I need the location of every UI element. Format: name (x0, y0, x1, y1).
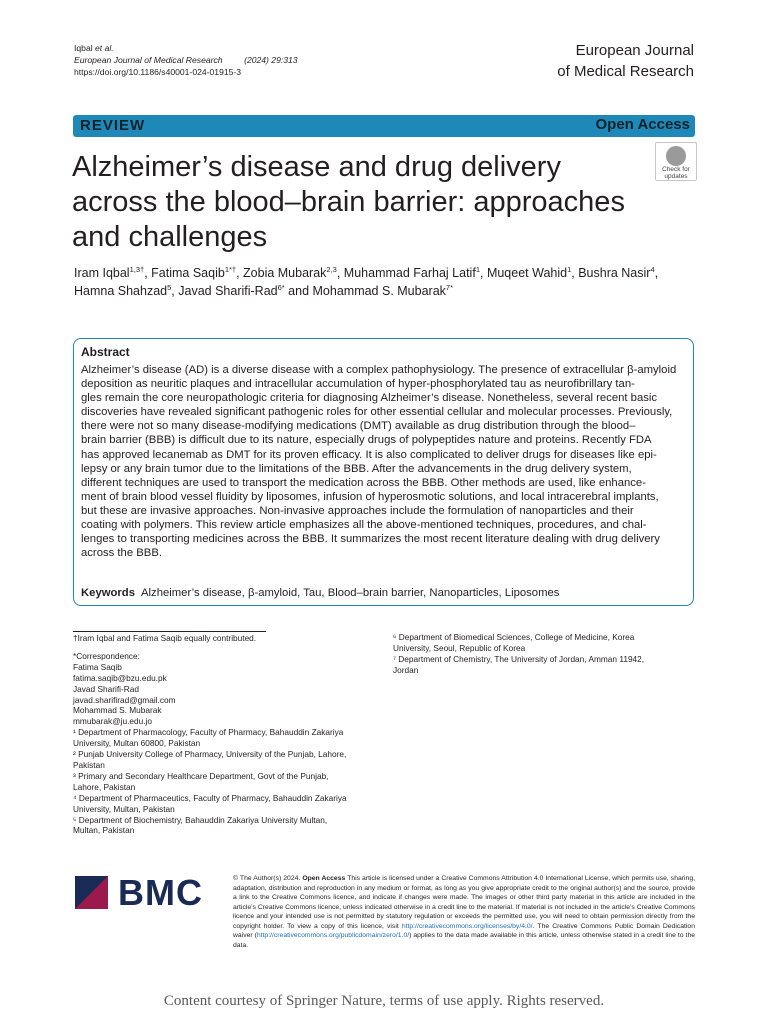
footnote-line: Fatima Saqib (73, 661, 122, 672)
author-affiliation: 1,3† (129, 264, 145, 274)
author-affiliation: 2,3 (326, 264, 337, 274)
abstract-line: deposition as neuritic plaques and intracellular accumulation of hyper-phosphorylated tau as neurofibrillary tan- (81, 378, 635, 391)
footnote-line: javad.sharifirad@gmail.com (73, 694, 176, 705)
author-separator: , (571, 266, 579, 280)
license-body: This article is licensed under a Creative Commons Attribution 4.0 International License, which permits use, sharing, adaptation, distribution and reproduction in any medium or format, as long as you give appropriate credit to the original author(s) and the source, provide a link to the Creative Commons licence, and indicate if changes were made. The images or other third party material in this article are included in the article’s Creative Commons licence, unless indicated otherwise in a credit line to the material. If material is not included in the article’s Creative Commons licence and your intended use is not permitted by statutory regulation or exceeds the permitted use, you will need to obtain permission directly from the copyright holder. To view a copy of this licence, visit (233, 875, 695, 930)
author-name: Javad Sharifi-Rad (178, 284, 278, 298)
author-affiliation: 1 (475, 264, 480, 274)
abstract-line: has approved lecanemab as DMT for its proven efficacy. It is also complicated to deliver drugs for diseases like epi- (81, 448, 657, 461)
author-name: Fatima Saqib (151, 266, 225, 280)
abstract-line: Alzheimer’s disease (AD) is a diverse disease with a complex pathophysiology. The presence of extracellular β-amyloid (81, 364, 677, 376)
footnote-line: Jordan (393, 664, 419, 675)
license-text (233, 874, 695, 950)
footnote-line: ² Punjab University College of Pharmacy, University of the Punjab, Lahore, (73, 749, 347, 760)
abstract-line: gles remain the core neuropathologic criteria for diagnosing Alzheimer’s disease. Nonetheless, several recent basic (81, 392, 658, 405)
article-type-label: REVIEW (80, 117, 146, 134)
author-affiliation: 7* (445, 282, 453, 292)
footnote-line: ⁶ Department of Biomedical Sciences, College of Medicine, Korea (393, 632, 635, 642)
license-open-access: Open Access (302, 875, 346, 882)
footnote-line: mmubarak@ju.edu.jo (73, 716, 152, 727)
license-link-cc0[interactable]: http://creativecommons.org/publicdomain/zero/1.0/ (256, 932, 410, 939)
abstract-line: ment of brain blood vessel fluidity by liposomes, infusion of hyperosmotic solutions, and local intracerebral implants, (81, 490, 659, 503)
author-list (74, 264, 694, 300)
license-mid: . The Creative Commons Public Domain Dedication waiver ( (233, 922, 695, 939)
footnote-line: ³ Primary and Secondary Healthcare Department, Govt of the Punjab, (73, 770, 329, 781)
footnote-line: University, Seoul, Republic of Korea (393, 642, 526, 653)
author-separator: , (336, 266, 344, 280)
author-short: Iqbal (74, 43, 93, 53)
bmc-wordmark: BMC (118, 872, 203, 913)
footnote-line: fatima.saqib@bzu.edu.pk (73, 672, 167, 683)
abstract-line: there were not so many disease-modifying medications (DMT) available as drug distribution through the blood– (81, 420, 636, 433)
author-affiliation: 6* (277, 282, 285, 292)
abstract-line: lenges to transporting medicines across the BBB. It summarizes the most recent literature dealing with drug delivery (81, 533, 660, 546)
author-separator: , (171, 284, 179, 298)
journal-logo (557, 40, 694, 82)
author-affiliation: 5 (167, 282, 172, 292)
year-volume: (2024) 29:313 (244, 55, 298, 65)
footnote-line: ¹ Department of Pharmacology, Faculty of Pharmacy, Bahauddin Zakariya (73, 727, 344, 738)
footnote-line: Lahore, Pakistan (73, 781, 136, 792)
author-name: Iram Iqbal (74, 266, 130, 280)
title-line1: Alzheimer’s disease and drug delivery (72, 151, 561, 183)
footnote-line: Javad Sharifi-Rad (73, 683, 139, 694)
footnote-line: Pakistan (73, 759, 105, 770)
author-name: Hamna Shahzad (74, 284, 168, 298)
author-name: Muhammad Farhaj Latif (343, 266, 476, 280)
abstract-line: different techniques are used to transport the medication across the BBB. Other methods are used, like enhance- (81, 476, 646, 489)
running-header (74, 42, 298, 78)
author-separator: and (284, 284, 313, 298)
footnote-line: Mohammad S. Mubarak (73, 705, 162, 716)
author-affiliation: 1*† (224, 264, 237, 274)
author-affiliation: 4 (650, 264, 655, 274)
footnote-line: ⁴ Department of Pharmaceutics, Faculty of Pharmacy, Bahauddin Zakariya (73, 792, 347, 803)
author-separator: , (479, 266, 487, 280)
journal-logo-line1: European Journal (575, 42, 694, 59)
footnote-line: *Correspondence: (73, 650, 140, 661)
crossmark-line2: updates (664, 173, 688, 180)
title-line3: and challenges (72, 221, 268, 253)
footnote-line: University, Multan, Pakistan (73, 803, 175, 814)
bmc-logo (75, 874, 225, 914)
journal-logo-line2: of Medical Research (557, 63, 694, 80)
crossmark-icon (666, 146, 686, 166)
article-type-banner (73, 115, 695, 137)
check-for-updates-badge[interactable] (655, 142, 697, 181)
open-access-label: Open Access (595, 116, 690, 133)
author-separator: , (654, 266, 659, 280)
license-prefix: © The Author(s) 2024. (233, 875, 303, 882)
author-affiliation: 1 (567, 264, 572, 274)
footnote-line: University, Multan 60800, Pakistan (73, 738, 201, 749)
license-link-cc-by[interactable]: http://creativecommons.org/licenses/by/4.0/ (401, 922, 533, 930)
author-separator: , (144, 266, 152, 280)
abstract-heading: Abstract (81, 345, 130, 359)
footnote-line: Multan, Pakistan (73, 825, 135, 836)
abstract-line: brain barrier (BBB) is difficult due to its nature, especially drugs of polypeptides nature and proteins. Recently FDA (81, 434, 652, 447)
footnote-line: ⁷ Department of Chemistry, The University of Jordan, Amman 11942, (393, 653, 645, 664)
et-al: et al. (95, 43, 114, 53)
abstract-line: discoveries have revealed significant pathogenic roles for other essential cellular and molecular processes. Previously, (81, 406, 673, 419)
abstract-line: but these are invasive approaches. Non-invasive approaches include the formulation of nanoparticles and their (81, 504, 634, 517)
article-title (72, 150, 647, 255)
footnotes-left (73, 633, 373, 836)
footnotes-right (393, 632, 693, 676)
author-name: Muqeet Wahid (486, 266, 568, 280)
doi-link[interactable]: https://doi.org/10.1186/s40001-024-01915-3 (74, 67, 242, 77)
bmc-mark-icon (75, 876, 108, 909)
equal-contribution-note: †Iram Iqbal and Fatima Saqib equally contributed. (73, 633, 257, 643)
abstract-line: coating with polymers. This review article emphasizes all the above-mentioned techniques, procedures, and chal- (81, 519, 647, 532)
journal-name: European Journal of Medical Research (74, 55, 223, 65)
license-end: ) applies to the data made available in this article, unless otherwise stated in a credit line to the data. (233, 932, 695, 949)
abstract-line: across the BBB. (81, 547, 162, 560)
keywords (81, 587, 559, 599)
title-line2: across the blood–brain barrier: approaches (72, 186, 625, 218)
crossmark-line1: Check for (662, 166, 690, 173)
abstract-text (81, 363, 685, 560)
courtesy-note: Content courtesy of Springer Nature, terms of use apply. Rights reserved. (163, 993, 605, 1009)
keywords-label: Keywords (81, 587, 135, 599)
keywords-list: Alzheimer’s disease, β-amyloid, Tau, Blood–brain barrier, Nanoparticles, Liposomes (141, 587, 560, 599)
author-separator: , (236, 266, 244, 280)
abstract-line: lepsy or any brain tumor due to the limitations of the BBB. After the advancements in the drug delivery system, (81, 462, 632, 475)
author-name: Bushra Nasir (578, 266, 651, 280)
author-name: Zobia Mubarak (243, 266, 327, 280)
author-name: Mohammad S. Mubarak (312, 284, 446, 298)
footnote-line: ⁵ Department of Biochemistry, Bahauddin Zakariya University Multan, (73, 814, 328, 825)
footnote-rule (73, 631, 266, 632)
